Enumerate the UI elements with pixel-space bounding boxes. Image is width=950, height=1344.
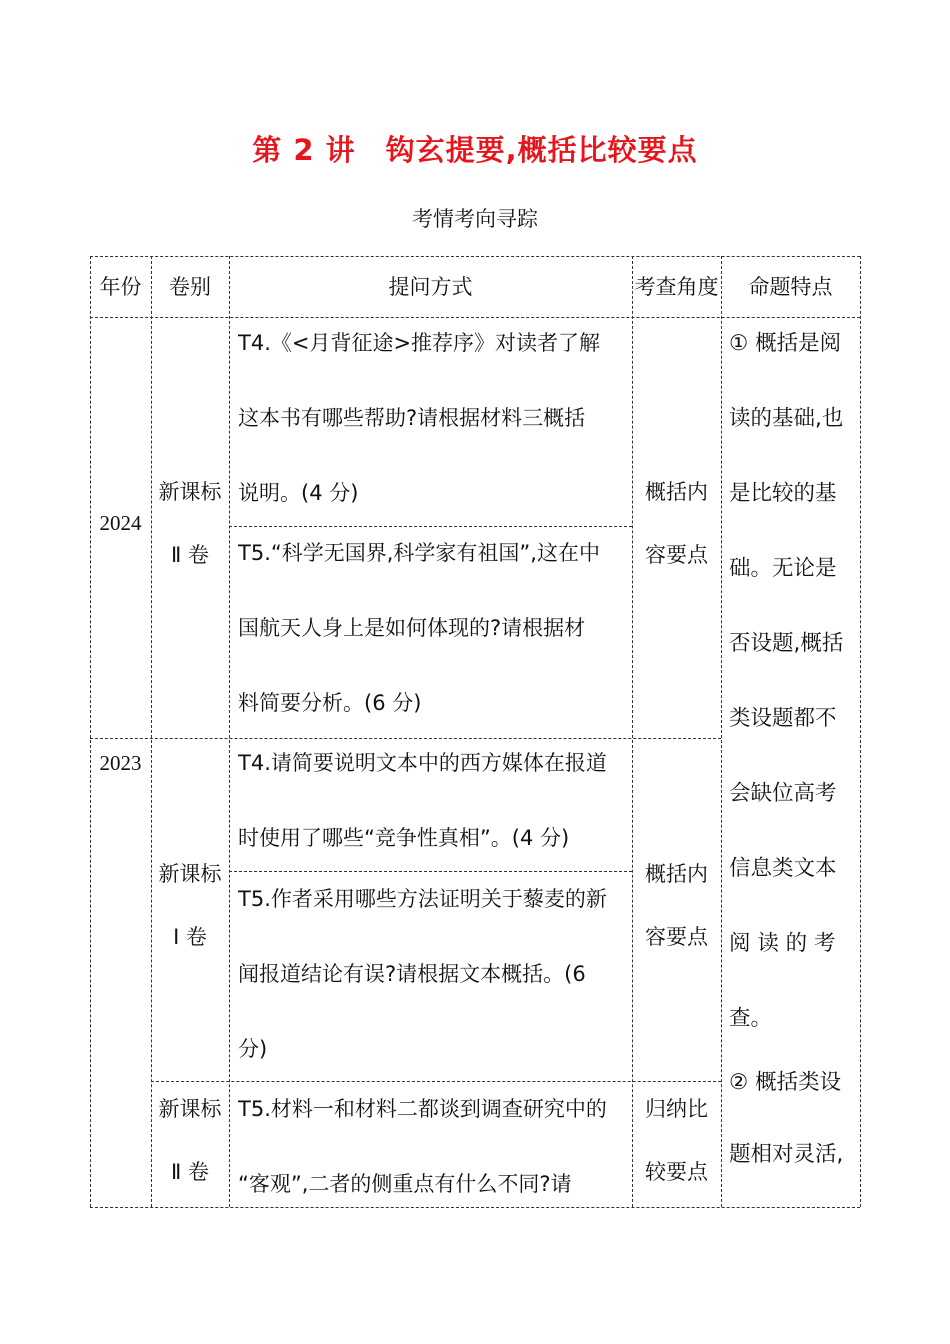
question-t5-2023-line1: T5.作者采用哪些方法证明关于藜麦的新 [238,887,607,911]
year-2024: 2024 [99,511,142,535]
feature-line-3: 是比较的基 [729,481,837,506]
angle-2023-ii-line1: 归纳比 [645,1097,708,1121]
question-t5-2024-line3: 料简要分析。(6 分) [238,691,422,715]
feature-line-2: 读的基础,也 [729,406,844,431]
question-t5-2023-line2: 闻报道结论有误?请根据文本概括。(6 [238,962,586,986]
feature-line-1: ① 概括是阅 [729,331,842,356]
paper-2023-i-line2: Ⅰ 卷 [173,925,207,949]
feature-line-6: 类设题都不 [729,706,837,731]
question-t5-2024-line2: 国航天人身上是如何体现的?请根据材 [238,616,586,640]
header-feature: 命题特点 [748,275,833,299]
feature-line-9: 阅 读 的 考 [729,931,836,956]
question-t5-2023-ii-line1: T5.材料一和材料二都谈到调查研究中的 [238,1097,607,1121]
question-t5-2023-ii-line2: “客观”,二者的侧重点有什么不同?请 [238,1172,572,1196]
table-border-top [90,256,860,257]
paper-2024-line1: 新课标 [158,480,222,504]
page-title: 第 2 讲 钩玄提要,概括比较要点 [252,133,698,167]
question-t4-2023-line1: T4.请简要说明文本中的西方媒体在报道 [238,751,607,775]
col-divider-year [151,256,152,1207]
paper-2024-line2: Ⅱ 卷 [170,543,209,567]
paper-2023-ii-line1: 新课标 [158,1097,222,1121]
question-t5-2023-line3: 分) [238,1037,268,1061]
question-t4-2024-line1: T4.《<月背征途>推荐序》对读者了解 [238,331,601,355]
col-divider-question [632,256,633,1207]
table-border-right [860,256,861,1207]
angle-2024-line2: 容要点 [645,543,708,567]
feature-line-11: ② 概括类设 [729,1070,842,1095]
angle-2023-i-line2: 容要点 [645,925,708,949]
year-2023: 2023 [99,751,142,775]
feature-line-4: 础。无论是 [729,556,837,581]
feature-line-10: 查。 [729,1006,773,1031]
angle-2023-i-line1: 概括内 [645,862,708,886]
paper-2023-i-line1: 新课标 [158,862,222,886]
feature-line-8: 信息类文本 [729,856,837,881]
question-t4-2024-line2: 这本书有哪些帮助?请根据材料三概括 [238,406,586,430]
question-t4-2023-line2: 时使用了哪些“竞争性真相”。(4 分) [238,826,570,850]
col-divider-angle [721,256,722,1207]
feature-line-5: 否设题,概括 [729,631,844,656]
col-divider-paper [229,256,230,1207]
question-t5-2024-line1: T5.“科学无国界,科学家有祖国”,这在中 [238,541,600,565]
feature-line-12: 题相对灵活, [729,1142,844,1167]
question-t4-2024-line3: 说明。(4 分) [238,481,359,505]
header-paper: 卷别 [169,275,211,299]
angle-2023-ii-line2: 较要点 [645,1160,708,1184]
paper-2023-ii-line2: Ⅱ 卷 [170,1160,209,1184]
section-subtitle: 考情考向寻踪 [412,207,538,231]
header-question: 提问方式 [388,275,473,299]
feature-line-7: 会缺位高考 [729,781,837,806]
header-year: 年份 [99,275,142,299]
angle-2024-line1: 概括内 [645,480,708,504]
header-angle: 考查角度 [634,275,719,299]
